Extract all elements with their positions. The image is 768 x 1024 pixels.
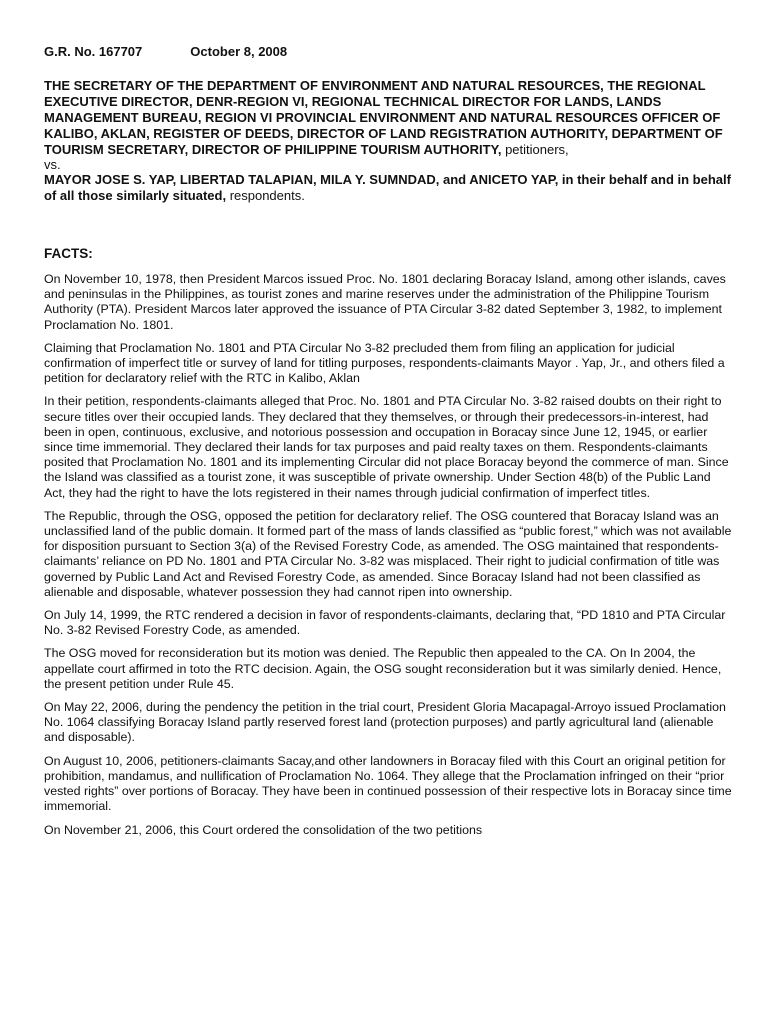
- respondents-label: respondents.: [229, 188, 305, 203]
- case-header: [44, 44, 734, 60]
- petitioners-block: [44, 78, 734, 158]
- petitioners-names: THE SECRETARY OF THE DEPARTMENT OF ENVIRONMENT AND NATURAL RESOURCES, THE REGIONAL EXECUTIVE DIRECTOR, DENR-REGION VI, REGIONAL TECHNICAL DIRECTOR FOR LANDS, LANDS MANAGEMENT BUREAU, REGION VI PROVINCIAL ENVIRONMENT AND NATURAL RESOURCES OFFICER OF KALIBO, AKLAN, REGISTER OF DEEDS, DIRECTOR OF LAND REGISTRATION AUTHORITY, DEPARTMENT OF TOURISM SECRETARY, DIRECTOR OF PHILIPPINE TOURISM AUTHORITY,: [44, 78, 723, 157]
- facts-paragraph: On November 10, 1978, then President Marcos issued Proc. No. 1801 declaring Boracay Island, among other islands, caves and peninsulas in the Philippines, as tourist zones and marine reserves under the administration of the Philippine Tourism Authority (PTA). President Marcos later approved the issuance of PTA Circular 3-82 dated September 3, 1982, to implement Proclamation No. 1801.: [44, 272, 726, 332]
- facts-paragraph: On May 22, 2006, during the pendency the petition in the trial court, President Gloria Macapagal-Arroyo issued Proclamation No. 1064 classifying Boracay Island partly reserved forest land (protection purposes) and partly agricultural land (alienable and disposable).: [44, 700, 726, 745]
- facts-paragraph: On August 10, 2006, petitioners-claimants Sacay,and other landowners in Boracay filed with this Court an original petition for prohibition, mandamus, and nullification of Proclamation No. 1064. They allege that the Proclamation infringed on their “prior vested rights” over portions of Boracay. They have been in continued possession of their respective lots in Boracay since time immemorial.: [44, 753, 732, 814]
- facts-paragraph: The OSG moved for reconsideration but its motion was denied. The Republic then appealed to the CA. On In 2004, the appellate court affirmed in toto the RTC decision. Again, the OSG sought reconsideration but it was similarly denied. Hence, the present petition under Rule 45.: [44, 646, 722, 691]
- facts-paragraph: The Republic, through the OSG, opposed the petition for declaratory relief. The OSG countered that Boracay Island was an unclassified land of the public domain. It formed part of the mass of lands classified as “public forest,” which was not available for disposition pursuant to Section 3(a) of the Revised Forestry Code, as amended. The OSG maintained that respondents-claimants’ reliance on PD No. 1801 and PTA Circular No. 3-82 was misplaced. Their right to judicial confirmation of title was governed by Public Land Act and Revised Forestry Code, as amended. Since Boracay Island had not been classified as alienable and disposable, whatever possession they had cannot ripen into ownership.: [44, 508, 732, 599]
- petitioners-label: petitioners,: [505, 142, 569, 157]
- facts-paragraph: On July 14, 1999, the RTC rendered a decision in favor of respondents-claimants, declaring that, “PD 1810 and PTA Circular No. 3-82 Revised Forestry Code, as amended.: [44, 608, 726, 638]
- respondents-names: MAYOR JOSE S. YAP, LIBERTAD TALAPIAN, MILA Y. SUMNDAD, and ANICETO YAP, in their behalf and in behalf of all those similarly situated,: [44, 172, 731, 203]
- document-page: [44, 44, 734, 838]
- respondents-block: [44, 172, 734, 204]
- facts-paragraph: In their petition, respondents-claimants alleged that Proc. No. 1801 and PTA Circular No. 3-82 raised doubts on their right to secure titles over their occupied lands. They declared that they themselves, or through their predecessors-in-interest, had been in open, continuous, exclusive, and notorious possession and occupation in Boracay since June 12, 1945, or earlier since time immemorial. They declared their lands for tax purposes and paid realty taxes on them. Respondents-claimants posited that Proclamation No. 1801 and its implementing Circular did not place Boracay beyond the commerce of man. Since the Island was classified as a tourist zone, it was susceptible of private ownership. Under Section 48(b) of the Public Land Act, they had the right to have the lots registered in their names through judicial confirmation of imperfect titles.: [44, 394, 729, 500]
- case-number: G.R. No. 167707: [44, 44, 143, 59]
- facts-paragraph: Claiming that Proclamation No. 1801 and PTA Circular No 3-82 precluded them from filing an application for judicial confirmation of imperfect title or survey of land for titling purposes, respondents-claimants Mayor . Yap, Jr., and others filed a petition for declaratory relief with the RTC in Kalibo, Aklan: [44, 340, 725, 386]
- facts-paragraph: On November 21, 2006, this Court ordered the consolidation of the two petitions: [44, 822, 483, 837]
- versus: vs.: [44, 157, 61, 172]
- facts-heading: FACTS:: [44, 246, 93, 261]
- case-date: October 8, 2008: [190, 44, 288, 59]
